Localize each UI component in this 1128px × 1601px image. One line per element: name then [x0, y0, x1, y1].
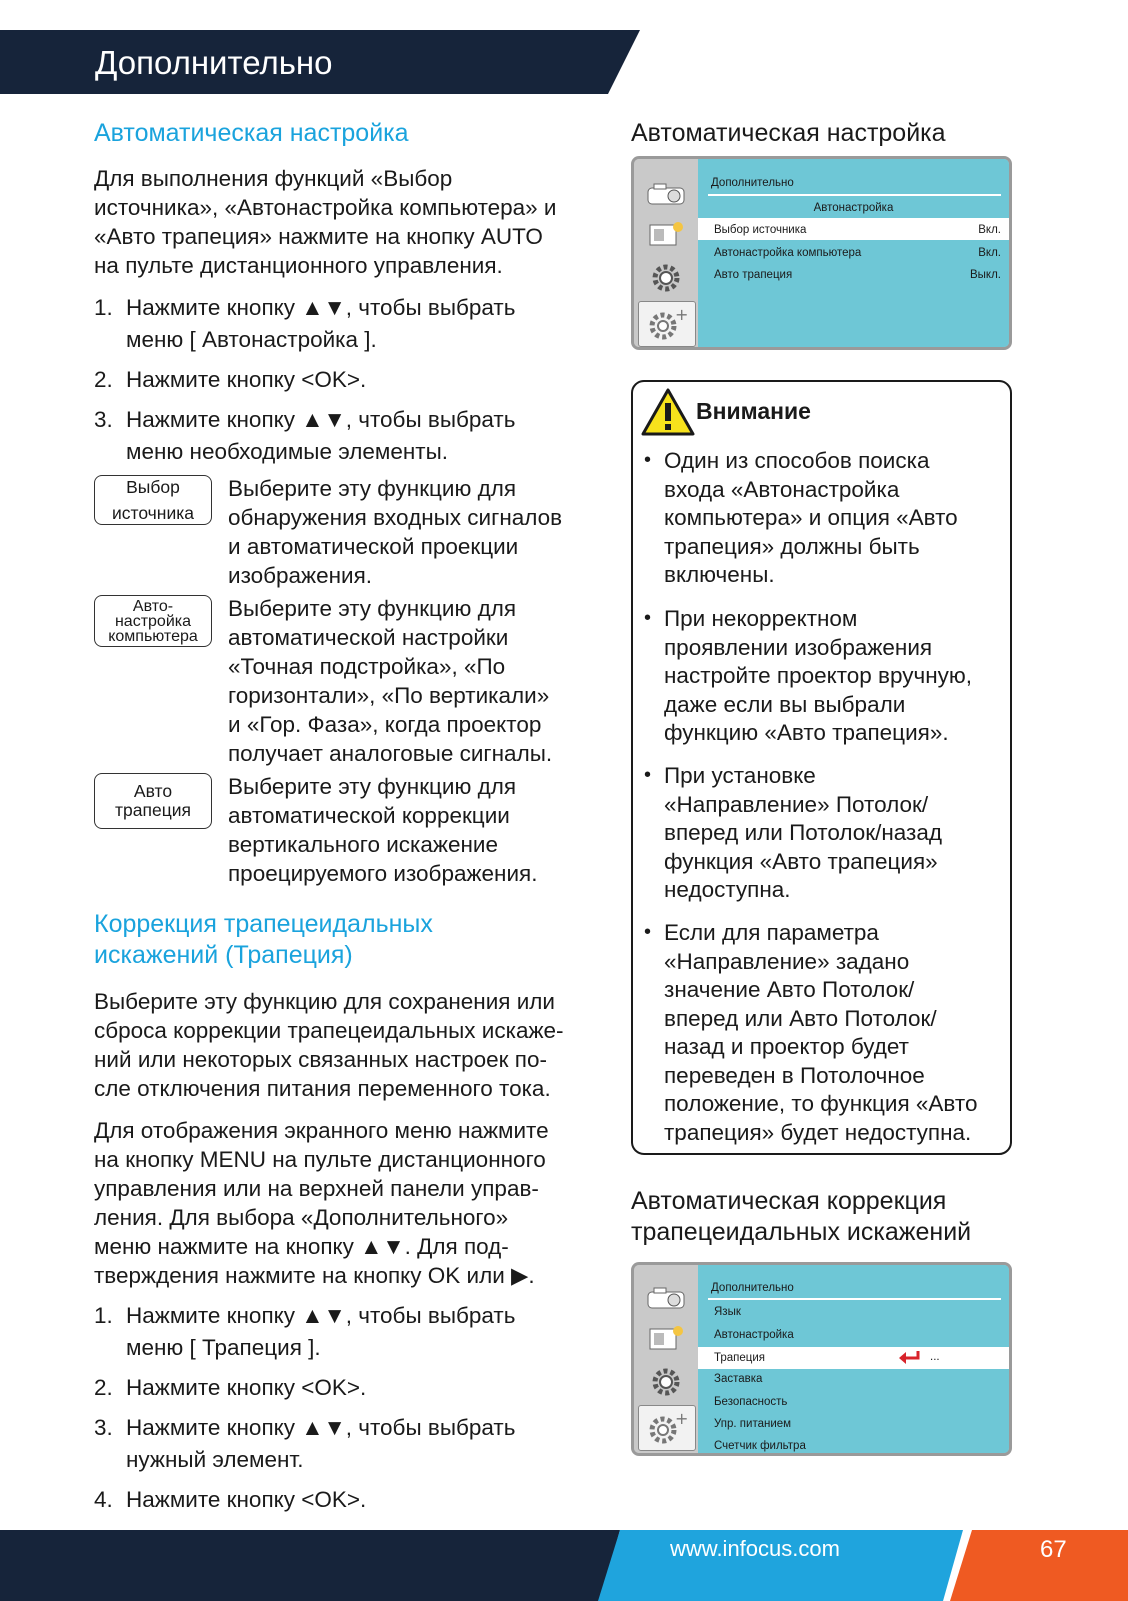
osd1-caption: Автоматическая настройка: [631, 119, 946, 147]
osd-row-label: Автонастройка компьютера: [714, 247, 862, 259]
osd-submenu-title: Автонастройка: [813, 202, 894, 214]
osd-row-label: Авто трапеция: [714, 269, 793, 281]
warning-bullet: Если для параметра «Направление» задано значение Авто Потолок/ вперед или Авто Потолок/ назад и проектор будет переведен в Потолочное положение, то функция «Авто трапеция» будет недоступна.: [664, 920, 978, 1145]
osd-divider: [708, 1298, 1001, 1300]
osd-sidebar: [634, 159, 698, 347]
picture-settings-icon: [644, 1319, 688, 1357]
warning-bullet: При установке «Направление» Потолок/ вперед или Потолок/назад функция «Авто трапеция» недоступна.: [664, 763, 942, 902]
warning-bullet: При некорректном проявлении изображения настройте проектор вручную, даже если вы выбрали функцию «Авто трапеция».: [664, 606, 973, 745]
function-label-auto-keystone: Авто трапеция: [94, 773, 212, 829]
advanced-gear-plus-icon: [638, 301, 696, 347]
picture-settings-icon: [644, 215, 688, 253]
function-desc-source-select: Выберите эту функцию для обнаружения входных сигналов и автоматической проекции изображения.: [228, 476, 563, 588]
osd-row-value: Выкл.: [969, 269, 1001, 281]
osd-menu-item: Счетчик фильтра: [714, 1440, 806, 1452]
footer-url-link[interactable]: www.infocus.com: [670, 1536, 840, 1561]
osd-row-value: Вкл.: [978, 247, 1001, 259]
osd-screenshot-keystone: [631, 1262, 1012, 1456]
footer-bar: [0, 1530, 620, 1601]
section-heading-keystone: Коррекция трапецеидальных искажений (Трапеция): [94, 910, 433, 969]
osd-menu-panel: [698, 159, 1009, 347]
step-item: 1. Нажмите кнопку ▲▼, чтобы выбрать меню [ Трапеция ].: [94, 1303, 516, 1360]
bullet-dot: •: [644, 764, 652, 786]
osd-menu-title: Дополнительно: [711, 177, 794, 189]
osd-menu-item: Заставка: [714, 1373, 763, 1385]
osd-divider: [708, 194, 1001, 196]
osd-row-value: Вкл.: [978, 224, 1001, 236]
step-item: 2. Нажмите кнопку <OK>.: [94, 367, 367, 392]
step-item: 3. Нажмите кнопку ▲▼, чтобы выбрать меню необходимые элементы.: [94, 407, 516, 464]
step-item: 1. Нажмите кнопку ▲▼, чтобы выбрать меню [ Автонастройка ].: [94, 295, 516, 352]
page-number: 67: [1040, 1536, 1067, 1563]
osd-row-label: Выбор источника: [714, 224, 807, 236]
keystone-paragraph-2: Для отображения экранного меню нажмите на кнопку MENU на пульте дистанционного управления или на верхней панели управ- ления. Для выбора «Дополнительного» меню нажмите на кнопку ▲▼. Для под- тверждения нажмите на кнопку OK или ▶.: [94, 1118, 549, 1288]
svg-text:+: +: [675, 1410, 689, 1428]
osd-sidebar: [634, 1265, 698, 1453]
intro-paragraph: Для выполнения функций «Выбор источника», «Автонастройка компьютера» и «Авто трапеция» нажмите на кнопку AUTO на пульте дистанционного управления.: [94, 166, 557, 278]
function-desc-auto-pc-adjust: Выберите эту функцию для автоматической настройки «Точная подстройка», «По горизонтали», «По вертикали» и «Гор. Фаза», когда проектор получает аналоговые сигналы.: [228, 596, 553, 766]
step-item: 3. Нажмите кнопку ▲▼, чтобы выбрать нужный элемент.: [94, 1415, 516, 1472]
footer-page-band: [950, 1530, 1128, 1601]
keystone-paragraph-1: Выберите эту функцию для сохранения или сброса коррекции трапецеидальных искаже- ний или некоторых связанных настроек по- сле отключения питания переменного тока.: [94, 989, 564, 1101]
step-item: 2. Нажмите кнопку <OK>.: [94, 1375, 367, 1400]
osd-menu-item: Трапеция: [714, 1352, 766, 1364]
osd-menu-title: Дополнительно: [711, 1282, 794, 1294]
osd2-caption: Автоматическая коррекция трапецеидальных искажений: [631, 1187, 972, 1246]
gear-icon: [644, 259, 688, 297]
osd-menu-item: Упр. питанием: [714, 1418, 792, 1430]
warning-title: Внимание: [696, 398, 811, 424]
svg-text:+: +: [675, 306, 689, 324]
function-label-auto-pc-adjust: Авто- настройка компьютера: [94, 595, 212, 647]
projector-icon: [644, 175, 688, 213]
bullet-dot: •: [644, 607, 652, 629]
projector-icon: [644, 1279, 688, 1317]
function-desc-auto-keystone: Выберите эту функцию для автоматической коррекции вертикального искажение проецируемого изображения.: [228, 774, 538, 886]
warning-icon: [640, 387, 696, 442]
steps-list-auto-setup: [94, 292, 594, 476]
bullet-dot: •: [644, 921, 652, 943]
osd-menu-item: Автонастройка: [714, 1329, 794, 1341]
osd-screenshot-auto-setup: [631, 156, 1012, 350]
gear-icon: [644, 1363, 688, 1401]
osd-menu-panel: [698, 1265, 1009, 1453]
function-label-source-select: Выбор источника: [94, 475, 212, 525]
osd-menu-item: Язык: [714, 1306, 741, 1318]
advanced-gear-plus-icon: [638, 1405, 696, 1451]
page-title: Дополнительно: [95, 44, 333, 81]
bullet-dot: •: [644, 449, 652, 471]
warning-bullet: Один из способов поиска входа «Автонастройка компьютера» и опция «Авто трапеция» должны быть включены.: [664, 448, 958, 587]
step-item: 4. Нажмите кнопку <OK>.: [94, 1487, 367, 1512]
section-heading-auto-setup: Автоматическая настройка: [94, 119, 409, 147]
steps-list-keystone: [94, 1300, 594, 1524]
enter-arrow-icon: [898, 1349, 922, 1370]
osd-item-value: ...: [930, 1351, 940, 1363]
osd-menu-item: Безопасность: [714, 1396, 788, 1408]
